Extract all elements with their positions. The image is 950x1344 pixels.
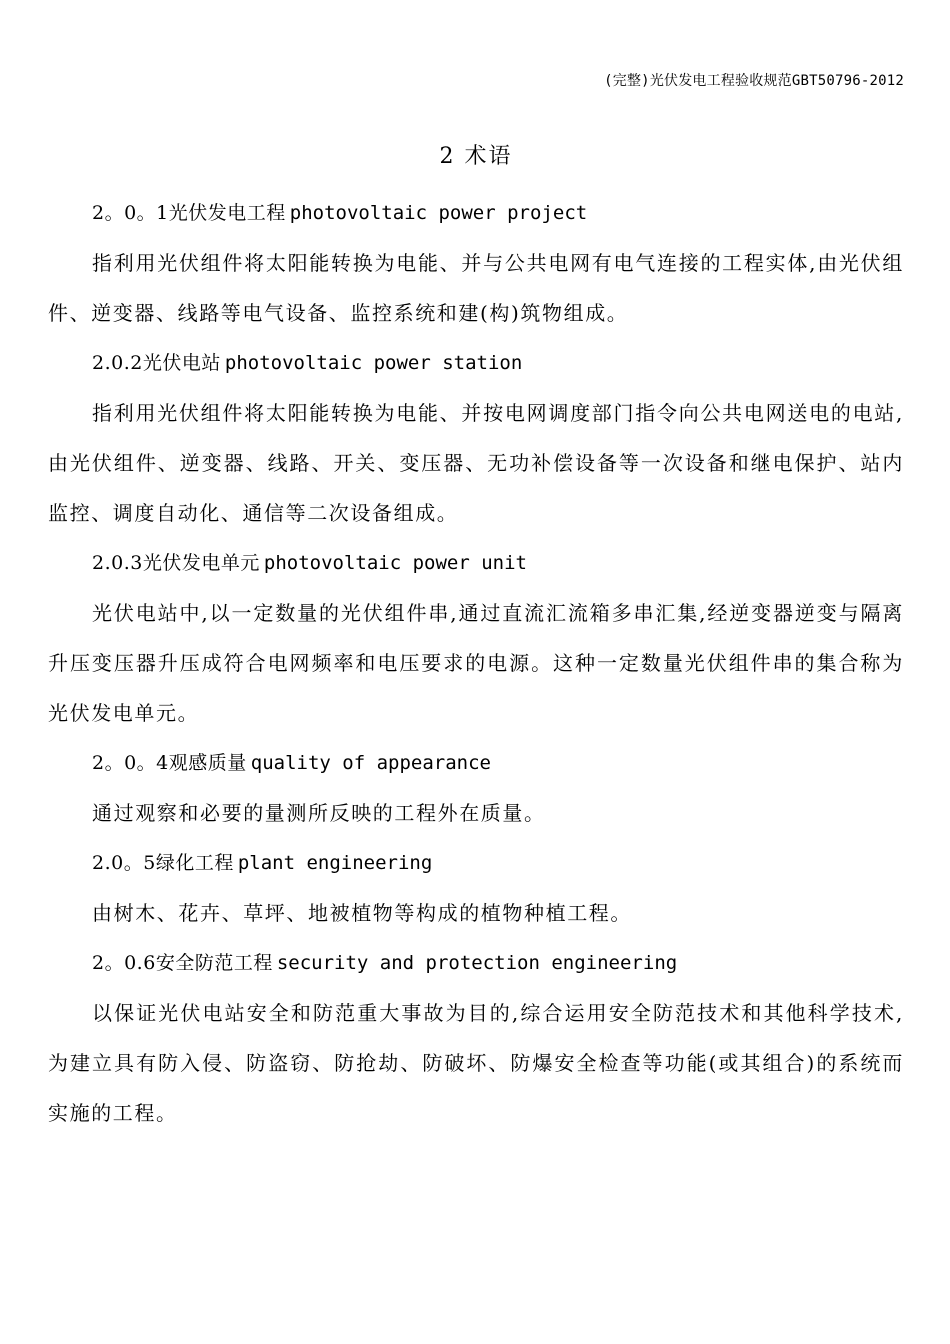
term-entry	[48, 838, 904, 938]
term-definition: 通过观察和必要的量测所反映的工程外在质量。	[92, 801, 546, 825]
term-entry	[48, 188, 904, 338]
term-entry	[48, 938, 904, 1138]
term-heading	[48, 538, 904, 588]
term-entry	[48, 338, 904, 538]
term-entry	[48, 538, 904, 738]
term-number: 2.0.2	[92, 352, 143, 374]
term-chinese-name: 光伏电站	[142, 352, 221, 374]
term-chinese-name: 绿化工程	[155, 852, 234, 874]
section-title: 2 术语	[439, 144, 513, 169]
term-english-name: photovoltaic power unit	[263, 552, 527, 574]
term-chinese-name: 观感质量	[168, 752, 247, 774]
term-heading	[48, 838, 904, 888]
term-english-name: photovoltaic power project	[289, 202, 588, 224]
term-definition: 指利用光伏组件将太阳能转换为电能、并与公共电网有电气连接的工程实体,由光伏组件、逆变器、线路等电气设备、监控系统和建(构)筑物组成。	[48, 251, 904, 325]
term-heading	[48, 738, 904, 788]
page-header: (完整)光伏发电工程验收规范GBT50796-2012	[604, 73, 904, 89]
term-english-name: quality of appearance	[250, 752, 491, 774]
term-english-name: plant engineering	[237, 852, 433, 874]
term-definition: 光伏电站中,以一定数量的光伏组件串,通过直流汇流箱多串汇集,经逆变器逆变与隔离升压变压器升压成符合电网频率和电压要求的电源。这种一定数量光伏组件串的集合称为光伏发电单元。	[48, 601, 904, 725]
term-english-name: photovoltaic power station	[224, 352, 523, 374]
term-chinese-name: 光伏发电单元	[142, 552, 260, 574]
term-number: 2。0。1	[92, 202, 169, 224]
term-heading	[48, 338, 904, 388]
document-body	[48, 138, 904, 1138]
term-definition: 指利用光伏组件将太阳能转换为电能、并按电网调度部门指令向公共电网送电的电站,由光伏组件、逆变器、线路、开关、变压器、无功补偿设备等一次设备和继电保护、站内监控、调度自动化、通信等二次设备组成。	[48, 401, 904, 525]
term-number: 2。0。4	[92, 752, 169, 774]
term-entry	[48, 738, 904, 838]
term-chinese-name: 安全防范工程	[155, 952, 273, 974]
term-heading	[48, 188, 904, 238]
term-heading	[48, 938, 904, 988]
term-number: 2.0.3	[92, 552, 143, 574]
term-number: 2.0。5	[92, 852, 156, 874]
term-definition: 以保证光伏电站安全和防范重大事故为目的,综合运用安全防范技术和其他科学技术,为建立具有防入侵、防盗窃、防抢劫、防破坏、防爆安全检查等功能(或其组合)的系统而实施的工程。	[48, 1001, 904, 1125]
term-number: 2。0.6	[92, 952, 156, 974]
term-chinese-name: 光伏发电工程	[168, 202, 286, 224]
term-definition: 由树木、花卉、草坪、地被植物等构成的植物种植工程。	[92, 901, 632, 925]
term-english-name: security and protection engineering	[276, 952, 678, 974]
